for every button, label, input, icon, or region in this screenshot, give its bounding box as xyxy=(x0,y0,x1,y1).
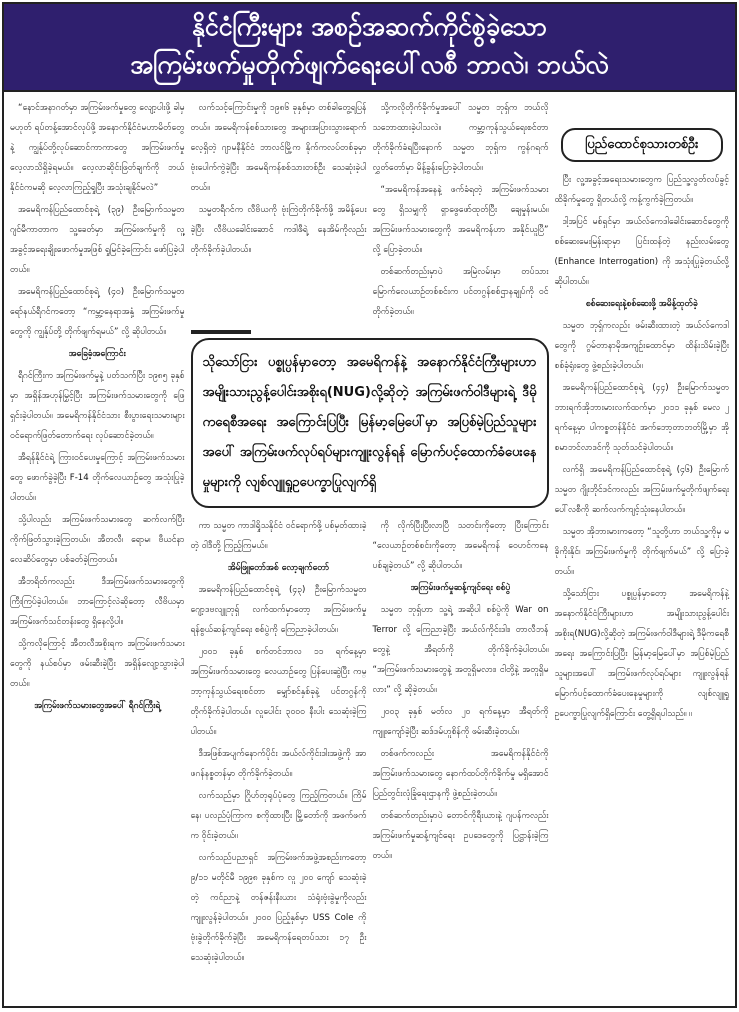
paragraph: သမ္မတရီဂင်က လီဗိယကို ဗုံးကြဲတိုက်ခိုက်ဖို့ အမိန့်ပေးခဲ့ပြီး လီဗိယခေါင်းဆောင် ကဒါဖီရဲ့ နေအိမ်ကိုလည်း တိုက်ခိုက်ခဲ့ပါတယ်။ xyxy=(190,205,367,255)
paragraph: ပြီး လူ့အခွင့်အရေးသမားတွေက ပြည်သူ့လွတ်လပ်ခွင့် ထိခိုက်မှုတွေ ရှိတယ်လို့ ကန့်ကွက်ခဲ့ကြတယ်။ xyxy=(554,175,729,205)
paragraph: အကြမ်းဖက်မှုဆန့်ကျင်ရေး စစ်ပွဲ xyxy=(410,583,511,593)
paragraph: သို့ပါလည်း အကြမ်းဖက်သမားတွေ ဆက်လက်ပြီး ကိုက်ဖြတ်သွားခဲ့ကြတယ်။ အီတလီ၊ ရောမ၊ ဗီယင်နာ လေဆိပ်တွေမှာ ပစ်ခတ်ခဲ့ကြတယ်။ xyxy=(10,515,185,565)
paragraph: စစ်ဆေးရေးနဲ့စစ်ဆေးဖို့ အမိန့်ထုတ်ခဲ့ xyxy=(585,299,698,309)
paragraph: ကာ သမ္မတ ကာဒါရှိုသနိုင်ငံ ဝင်ရောက်ဖို့ ပစ်မှတ်ထားခဲ့တဲ့ ဝါဒီတို့ ကြည့်ကြမယ်။ xyxy=(190,521,367,551)
paragraph: လက်ရှိ အမေရိကန်ပြည်ထောင်စုရဲ့ (၄၆) ဦးမြောက်သမ္မတ ဂျိုးဘိုင်ဒင်ကလည်း အကြမ်းဖက်မှုတိုက်ဖျက်ရေး ပေါ်လစီကို ဆက်လက်ကျင့်သုံးနေပါတယ်။ xyxy=(554,465,729,515)
paragraph: ရီဂင်ကြီးက အကြမ်းဖက်မှုနဲ့ ပတ်သက်ပြီး ၁၉၈၅ ခုနှစ်မှာ အရှိန်အဟုန်မြှင့်ပြီး အကြမ်းဖက်သမားတွေကို ဖြေရှင်းခဲ့ပါတယ်။ အမေရိကန်နိုင်ငံသား စီးပွားရေးသမားများ ဝင်ရောက်ဖြတ်တောက်ရေး လုပ်ဆောင်ခဲ့တယ်။ xyxy=(10,371,185,441)
paragraph: ကို လိုက်ပြီးပြီးလာပြီ သတင်းကိုတော့ ပြီးကြောင်း “လေယာဉ်တစ်စင်းကိုတော့ အမေရိကန် ဝေဟင်ကနေ ပစ်ချခဲ့တယ်” လို့ ဆိုပါတယ်။ xyxy=(372,521,549,571)
column-2-top xyxy=(191,98,367,324)
pull-quote: သိုသော်ငြား ပစ္စုပ္ပန်မှာတော့ အမေရိကန်နဲ့ အနောက်နိုင်ငံကြီးများဟာ အမျိုးသားညွန့်ပေါင်းအစိုးရ(NUG)လို့ဆိုတဲ့ အကြမ်းဖက်ဝါဒီများရဲ့ ဒီမိုကရေစီအရေး အကြောင်းပြပြီး မြန်မာ့မြေပေါ်မှာ အပြစ်မဲ့ပြည်သူများအပေါ် အကြမ်းဖက်လုပ်ရပ်များကျူးလွန်ရန် မြောက်ပင့်ထောက်ခံပေးနေမှုများကို လျစ်လျူရှုဥပေက္ခာပြုလျက်ရှိ xyxy=(191,338,549,508)
paragraph: အမေရိကန်ပြည်ထောင်စုရဲ့ (၄၀) ဦးမြောက်သမ္မတ ရော်နယ်ရီဂင်ကတော့ “ကမ္ဘာ့နေရာအနှံ့ အကြမ်းဖက်မှုတွေကို ကျွန်ုပ်တို့ တိုက်ဖျက်ရမယ်” လို့ ဆိုပါတယ်။ xyxy=(10,287,185,337)
paragraph: အမေရိကန်ပြည်ထောင်စုရဲ့ (၃၉) ဦးမြောက်သမ္မတ ဂျင်မီကာတာက သူ့ခေတ်မှာ အကြမ်းဖက်မှုကို လူ့အခွင့်အရေးချိုးဖောက်မှုအဖြစ် ရှုမြင်ခဲ့ကြောင်း ဖော်ပြခဲ့ပါတယ်။ xyxy=(10,205,185,275)
paragraph: သို့သော်ငြား ပစ္စုပ္ပန်မှာတော့ အမေရိကန်နဲ့ အနောက်နိုင်ငံကြီးများဟာ အမျိုးသားညွန့်ပေါင်းအစိုးရ(NUG)လို့ဆိုတဲ့ အကြမ်းဖက်ဝါဒီများရဲ့ ဒီမိုကရေစီအရေး အကြောင်းပြပြီး မြန်မာ့မြေပေါ်မှာ အပြစ်မဲ့ပြည်သူများအပေါ် အကြမ်းဖက်လုပ်ရပ်များ ကျူးလွန်ရန် မြောက်ပင့်ထောက်ခံပေးနေမှုများကို လျစ်လျူရှုဥပေက္ခာပြုလျက်ရှိကြောင်း တွေ့ရှိရပါသည်။ ။ xyxy=(554,589,729,719)
article-columns xyxy=(4,92,735,976)
paragraph: လက်သည်ပညာရှင် အကြမ်းဖက်အဖွဲ့အစည်းကတော့ ၉/၁၁ မတိုင်မီ ၁၉၉၈ ခုနှစ်က လူ ၂၀၀ ကျော် သေဆုံးခဲ့တဲ့ ကင်ညာနဲ့ တန်ဇန်းနီးယား သံရုံးဗုံးခွဲမှုကိုလည်း ကျူးလွန်ခဲ့ပါတယ်။ ၂၀၀၀ ပြည့်နှစ်မှာ USS Cole ကို ဗုံးခွဲတိုက်ခိုက်ခဲ့ပြီး အမေရိကန်ရေတပ်သား ၁၇ ဦး သေဆုံးခဲ့ပါတယ်။ xyxy=(190,853,367,963)
paragraph: “အမေရိကန်အနေနဲ့ ဖက်ခံရတဲ့ အကြမ်းဖက်သမားတွေ ရှိသမျှကို ရှာဖွေဖော်ထုတ်ပြီး ချေမှုန်းမယ်။ အကြမ်းဖက်သမားတွေကို အမေရိကန်ဟာ အနိုင်ယူပြီ” လို့ ပြောခဲ့တယ်။ xyxy=(372,185,549,255)
column-3-top xyxy=(373,98,549,324)
paragraph: အခြေခံ့အကြောင်း xyxy=(68,349,126,359)
paragraph: ၂၀၀၃ ခုနှစ် မတ်လ ၂၀ ရက်နေ့မှာ အီရတ်ကို ကျူးကျော်ခဲ့ပြီး ဆဒ်ဒမ်ဟူစိန်ကို ဖမ်းဆီးခဲ့တယ်။ xyxy=(372,707,549,737)
paragraph: အကြမ်းဖက်သမားတွေအပေါ် ရီဂင်ကြီးရဲ့ xyxy=(34,701,161,711)
paragraph: သို့ကလိုတိုက်ခိုက်မှုအပေါ် သမ္မတ ဘုရှ်က ဘယ်လိုသဘောထားခဲ့ပါသလဲ။ ကမ္ဘာ့ကုန်သွယ်ရေးစင်တာ တိုက်ခိုက်ခံရပြီးနောက် သမ္မတ ဘုရှ်က ကွန်ဂရက်လွှတ်တော်မှာ မိန့်ခွန်းပြောခဲ့ပါတယ်။ xyxy=(372,103,549,173)
center-columns xyxy=(191,98,549,970)
paragraph: သို့ကလိုကြောင့် အီတလီအစိုးရက အကြမ်းဖက်သမားတွေကို နယ်စပ်မှာ ဖမ်းဆီးခဲ့ပြီး အရှိန်လျော့သွားခဲ့ပါတယ်။ xyxy=(10,639,185,689)
paragraph: အမေရိကန်ပြည်ထောင်စုရဲ့ (၄၃) ဦးမြောက်သမ္မတ ဂျော့ဒဗလျူဘုရှ် လက်ထက်မှာတော့ အကြမ်းဖက်မှု ရန်စွယ်ဆန့်ကျင်ရေး စစ်ပွဲကို ကြေညာခဲ့ပါတယ်။ xyxy=(190,585,367,635)
headline-line-1: နိုင်ငံကြီးများ အစဉ်အဆက်ကိုင်စွဲခဲ့သော xyxy=(191,12,548,41)
author-byline: ပြည်ထောင်စုသားတစ်ဦး xyxy=(561,128,724,162)
paragraph: လက်သင့်ကြောင်းမှုကို ၁၉၈၆ ခုနှစ်မှာ တစ်ခါတွေ့ရပြန်တယ်။ အမေရိကန်စစ်သားတွေ အများအပြားသွားရောက်လေ့ရှိတဲ့ ဂျာမနီနိုင်ငံ ဘာလင်မြို့က နိုက်ကလပ်တစ်ခုမှာ ဗုံးပေါက်ကွဲခဲ့ပြီး အမေရိကန်စစ်သားတစ်ဦး သေဆုံးခဲ့ပါတယ်။ xyxy=(190,103,367,193)
paragraph: အီရန်နိုင်ငံရဲ့ ကြားဝင်ပေးမှုကြောင့် အကြမ်းဖက်သမားတွေ ဖောက်ခွဲခဲ့ပြီး F-14 တိုက်လေယာဉ်တွေ အသုံးပြုခဲ့ပါတယ်။ xyxy=(10,453,185,503)
column-2-bottom xyxy=(191,516,367,970)
headline-banner xyxy=(4,4,735,92)
paragraph: ဒီအဖြစ်အပျက်နောက်ပိုင်း အယ်လ်ကိုင်းဒါးအဖွဲ့ကို အာဖဂန်နစ္စတန်မှာ တိုက်ခိုက်ခဲ့တယ်။ xyxy=(190,749,367,779)
paragraph: တစ်ဆက်တည်းမှာပဲ အမြဲလမ်းမှာ တပ်သား မြောက်လေယာဉ်တစ်စင်းက ပင်တဂွန်စစ်ဌာနချုပ်ကို ဝင်တိုက်ခဲ့တယ်။ xyxy=(372,267,549,317)
paragraph: ၂၀၀၁ ခုနှစ် စက်တင်ဘာလ ၁၁ ရက်နေ့မှာ အကြမ်းဖက်သမားတွေ လေယာဉ်တွေ ပြန်ပေးဆွဲပြီး ကမ္ဘာ့ကုန်သွယ်ရေးစင်တာ မျှော်စင်နှစ်ခုနဲ့ ပင်တဂွန်ကို တိုက်ခိုက်ခဲ့ပါတယ်။ လူပေါင်း ၃၀၀၀ နီးပါး သေဆုံးခဲ့ကြပါတယ်။ xyxy=(190,647,367,737)
paragraph: သမ္မတ ဘုရှ်ဟာ သူ့ရဲ့ အဆိုပါ စစ်ပွဲကို War on Terror လို့ ကြေညာခဲ့ပြီး အယ်လ်ကိုင်းဒါး၊ တာလီဘန်တွေနဲ့ အီရတ်ကို တိုက်ခိုက်ခဲ့ပါတယ်။ “အကြမ်းဖက်သမားတွေနဲ့ အတူရှိမလား၊ ငါတို့နဲ့ အတူရှိမလား” လို့ ဆိုခဲ့တယ်။ xyxy=(372,605,549,695)
paragraph: တစ်ဖက်ကလည်း အမေရိကန်နိုင်ငံကို အကြမ်းဖက်သမားတွေ နောက်ထပ်တိုက်ခိုက်မှု မရှိအောင် ပြည်တွင်းလုံခြုံရေးဌာနကို ဖွဲ့စည်းခဲ့တယ်။ xyxy=(372,749,549,799)
paragraph: လက်သည်မှာ ဂြိုဟ်တုရုပ်ပုံတွေ ကြည့်ကြတယ်။ ကြိမ်နေ၊ ပလည်ပုံကြာက စကိုထားပြီး မြို့တော်ကို အဖက်ဖက်က ဝိုင်းခဲ့တယ်။ xyxy=(190,791,367,841)
column-4 xyxy=(555,98,730,970)
center-columns-bottom xyxy=(191,516,549,970)
divider xyxy=(191,330,251,334)
column-3-bottom xyxy=(373,516,549,970)
headline-line-2: အကြမ်းဖက်မှုတိုက်ဖျက်ရေးပေါ်လစီ ဘာလဲ၊ ဘယ်လဲ xyxy=(130,50,609,79)
paragraph: “နောင်အနာဂတ်မှာ အကြမ်းဖက်မှုတွေ လျော့ပါးဖို့ ခါမှမဟုတ် ရပ်တန့်အောင်လုပ်ဖို့ အနောက်နိုင်ငံမဟာမိတ်တွေနဲ့ ကျွန်ုပ်တို့လုပ်ဆောင်ကာကာတွေ အကြမ်းဖက်မှု လေ့လာသိရှိခဲ့ရမယ်။ လေ့လာဆိုင်းဖြတ်ချက်ကို ဘယ်နိုင်ငံကမဆို လေ့လာကြည့်ရှုပြီး အသုံးချနိုင်မလဲ” xyxy=(10,103,185,193)
column-1 xyxy=(10,98,185,970)
newspaper-page xyxy=(2,2,737,1008)
paragraph: ဒါ့အပြင် မစ်ရှင်မှာ အယ်လ်ကေဒါခေါင်းဆောင်တွေကို စစ်ဆေးမေးမြန်းရာမှာ ပြင်းထန်တဲ့ နည်းလမ်းတွေ (Enhance Interrogation) ကို အသုံးပြုခဲ့တယ်လို့ ဆိုပါတယ်။ xyxy=(554,217,729,287)
paragraph: သမ္မတ အိုဘားမားကတော့ “သူတို့ဟာ ဘယ်သူ့ကိုမှ မခိုကိုးနိုင်၊ အကြမ်းဖက်မှုကို တိုက်ဖျက်မယ်” လို့ ပြောခဲ့တယ်။ xyxy=(554,527,729,577)
center-columns-top xyxy=(191,98,549,324)
paragraph: သမ္မတ ဘုရှ်ကလည်း ဖမ်းဆီးထားတဲ့ အယ်လ်ကေဒါတွေကို ဂွမ်တာနာမိုအကျဉ်းထောင်မှာ ထိန်းသိမ်းခဲ့ပြီး စစ်ခုံရုံးတွေ ဖွဲ့စည်းခဲ့ပါတယ်။ xyxy=(554,321,729,371)
paragraph: အီဘရိတ်ကလည်း ဒီအကြမ်းဖက်သမားတွေကို ကြီးကြပ်ခဲ့ပါတယ်။ ဘာကြောင့်လဲဆိုတော့ လီဗိယမှာ အကြမ်းဖက်သင်တန်းတွေ ရှိနေလို့ပါ။ xyxy=(10,577,185,627)
paragraph: အိမ်ဖြူတော်အစ် လော့ချက်တော် xyxy=(227,563,330,573)
paragraph: အမေရိကန်ပြည်ထောင်စုရဲ့ (၄၄) ဦးမြောက်သမ္မတ ဘားရက်အိုဘားမားလက်ထက်မှာ ၂၀၁၁ ခုနှစ် မေလ ၂ ရက်နေ့မှာ ပါကစ္စတန်နိုင်ငံ အက်ဘော့တာဘတ်မြို့မှာ အိုစမာဘင်လာဒင်ကို သုတ်သင်ခဲ့ပါတယ်။ xyxy=(554,383,729,453)
paragraph: တစ်ဆက်တည်းမှာပဲ တောင်ကိုရီးယားနဲ့ ဂျပန်ကလည်း အကြမ်းဖက်မှုဆန့်ကျင်ရေး ဥပဒေတွေကို ပြဋ္ဌာန်းခဲ့ကြတယ်။ xyxy=(372,811,549,861)
